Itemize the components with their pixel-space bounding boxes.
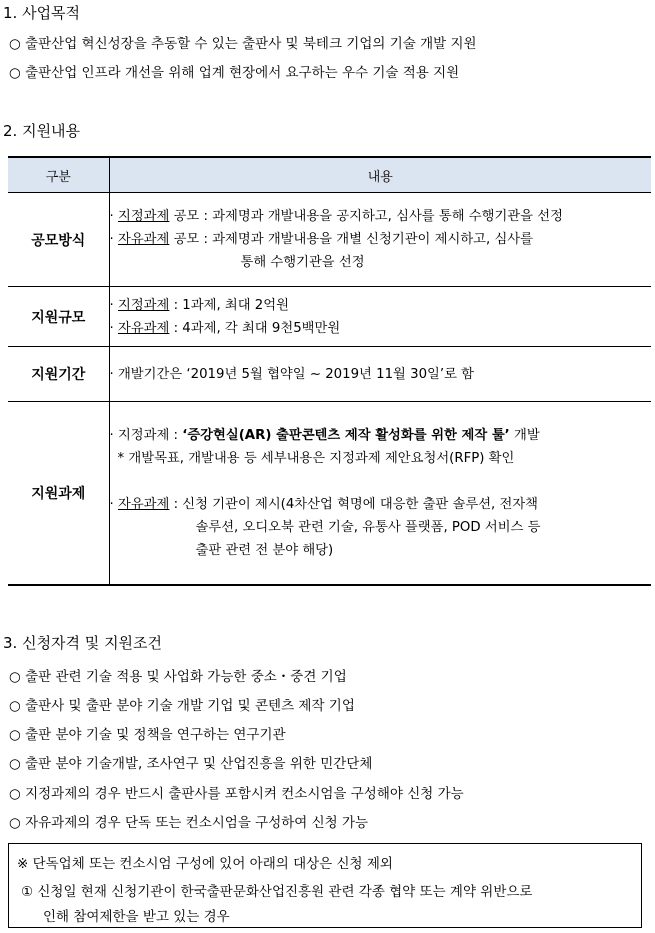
table-header-category: 구분: [8, 157, 109, 193]
eligibility-item-1: ○ 출판 관련 기술 적용 및 사업화 가능한 중소・중견 기업: [9, 669, 347, 685]
row-content-period: · 개발기간은 ‘2019년 5월 협약일 ~ 2019년 11월 30일’로 함: [109, 347, 651, 402]
row-label-scale: 지원규모: [8, 287, 109, 347]
section-2-title: 2. 지원내용: [3, 122, 81, 140]
row-label-tasks: 지원과제: [8, 402, 109, 585]
section-1-title: 1. 사업목적: [3, 4, 81, 22]
table-row-period: [8, 347, 651, 402]
row-content-method: · 지정과제 공모 : 과제명과 개발내용을 공지하고, 심사를 통해 수행기관을 선정 · 자유과제 공모 : 과제명과 개발내용을 개별 신청기관이 제시하고, 심사를 통해 수행기관을 선정: [109, 193, 651, 287]
exclusion-note-item-1-cont: 인해 참여제한을 받고 있는 경우: [43, 909, 230, 925]
eligibility-item-2: ○ 출판사 및 출판 분야 기술 개발 기업 및 콘텐츠 제작 기업: [9, 698, 355, 714]
eligibility-item-6: ○ 자유과제의 경우 단독 또는 컨소시엄을 구성하여 신청 가능: [9, 815, 369, 831]
row-label-method: 공모방식: [8, 193, 109, 287]
purpose-item-2: ○ 출판산업 인프라 개선을 위해 업계 현장에서 요구하는 우수 기술 적용 지원: [9, 65, 460, 81]
eligibility-item-3: ○ 출판 분야 기술 및 정책을 연구하는 연구기관: [9, 727, 286, 743]
eligibility-item-4: ○ 출판 분야 기술개발, 조사연구 및 산업진흥을 위한 민간단체: [9, 756, 373, 772]
purpose-item-1: ○ 출판산업 혁신성장을 추동할 수 있는 출판사 및 북테크 기업의 기술 개발 지원: [9, 36, 477, 52]
eligibility-item-5: ○ 지정과제의 경우 반드시 출판사를 포함시켜 컨소시엄을 구성해야 신청 가능: [9, 786, 464, 802]
row-label-period: 지원기간: [8, 347, 109, 402]
exclusion-note-title: ※ 단독업체 또는 컨소시엄 구성에 있어 아래의 대상은 신청 제외: [17, 856, 393, 872]
table-header-content: 내용: [109, 157, 651, 193]
row-content-tasks: · 지정과제 : ‘증강현실(AR) 출판콘텐츠 제작 활성화를 위한 제작 툴’ 개발 * 개발목표, 개발내용 등 세부내용은 지정과제 제안요청서(RFP) 확인 · 자유과제 : 신청 기관이 제시(4차산업 혁명에 대응한 출판 솔루션, 전자책 솔루션, 오디오북 관련 기술, 유통사 플랫폼, POD 서비스 등 출판 관련 전 분야 해당): [109, 402, 651, 585]
section-3-title: 3. 신청자격 및 지원조건: [3, 634, 163, 652]
exclusion-note-box: [8, 843, 642, 928]
row-content-scale: · 지정과제 : 1과제, 최대 2억원 · 자유과제 : 4과제, 각 최대 9천5백만원: [109, 287, 651, 347]
table-row-tasks: [8, 402, 651, 585]
table-row-scale: [8, 287, 651, 347]
table-row-method: [8, 193, 651, 287]
support-content-table: [8, 156, 651, 586]
exclusion-note-item-1: ① 신청일 현재 신청기관이 한국출판문화산업진흥원 관련 각종 협약 또는 계약 위반으로: [21, 884, 533, 900]
